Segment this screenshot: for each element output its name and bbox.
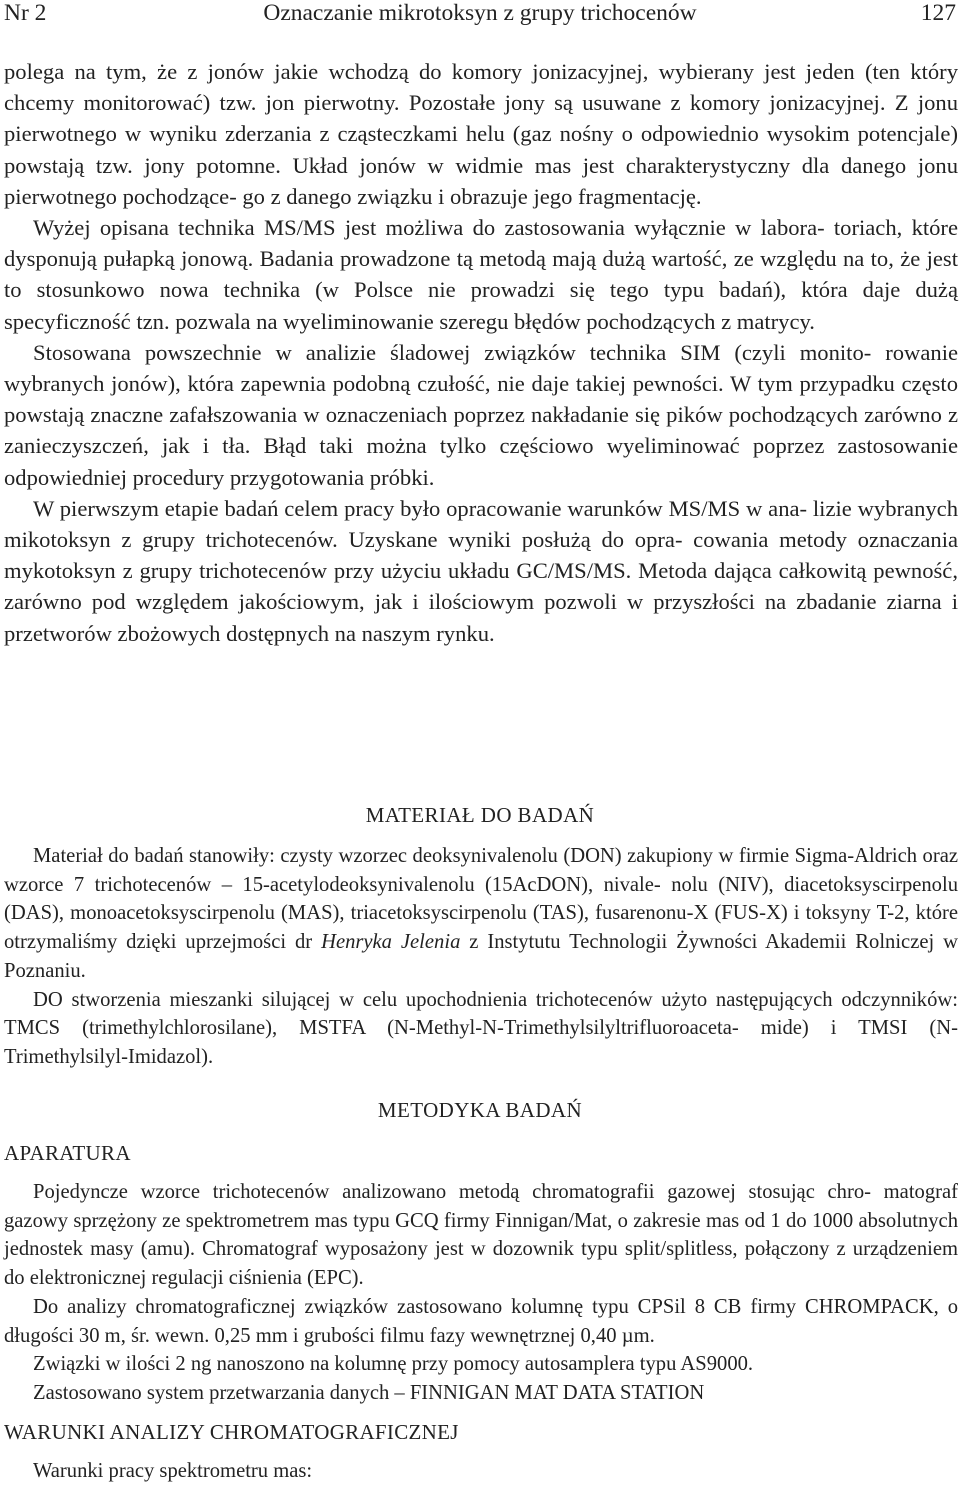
issue-number: Nr 2 xyxy=(4,0,47,26)
apparatus-paragraph-3: Związki w ilości 2 ng nanoszono na kolumnę przy pomocy autosamplera typu AS9000. xyxy=(33,1353,754,1376)
material-paragraph-2: DO stworzenia mieszanki silującej w celu upochodnienia trichotecenów użyto następujących odczynników: TMCS (trimethylchlorosilane), MSTFA (N-Methyl-N-Trimethylsilyltrifluoroaceta- mide) i TMSI (N-Trimethylsilyl-Imidazol). xyxy=(4,988,958,1068)
conditions-subheading: WARUNKI ANALIZY CHROMATOGRAFICZNEJ xyxy=(4,1420,459,1444)
intro-section xyxy=(4,56,958,649)
apparatus-paragraph-1: Pojedyncze wzorce trichotecenów analizowano metodą chromatografii gazowej stosując chro- matograf gazowy sprzężony ze spektrometrem mas typu GCQ firmy Finnigan/Mat, o zakresie mas od 1 do 1000 absolutnych jednostek masy (amu). Chromatograf wyposażony jest w dozownik typu split/splitless, połączony z urządzeniem do elektronicznej regulacji ciśnienia (EPC). xyxy=(4,1181,958,1290)
material-paragraph-1 xyxy=(4,842,958,986)
apparatus-subheading: APARATURA xyxy=(4,1141,131,1165)
intro-paragraph-3: Stosowana powszechnie w analizie śladowej związków technika SIM (czyli monito- rowanie wybranych jonów), która zapewnia podobną czułość, nie daje takiej pewności. W tym przypadku często powstają znaczne zafałszowania w oznaczeniach poprzez nakładanie się pików pochodzących zarówno z zanieczyszczeń, jak i tła. Błąd taki można tylko częściowo wyeliminować poprzez zastosowanie odpowiedniej procedury przygotowania próbki. xyxy=(4,339,958,490)
material-text-before: Materiał do badań stanowiły: czysty wzorzec deoksynivalenolu (DON) zakupiony w firmie Sigma-Aldrich oraz wzorce 7 trichotecenów – 15-acetylodeoksynivalenolu (15AcDON), nivale- nolu (NIV), diacetoksyscirpenolu (DAS), monoacetoksyscirpenolu (MAS), triacetoksyscirpenolu (TAS), fusarenonu-X (FUS-X) i toksyny T-2, które otrzymaliśmy dzięki uprzejmości dr xyxy=(4,845,958,954)
intro-paragraph-1: polega na tym, że z jonów jakie wchodzą do komory jonizacyjnej, wybierany jest jeden (ten który chcemy monitorować) tzw. jon pierwotny. Pozostałe jony są usuwane z komory jonizacyjnej. Z jonu pierwotnego w wyniku zderzania z cząsteczkami helu (gaz nośny o odpowiednio wysokim potencjale) powstają tzw. jony potomne. Układ jonów w widmie mas jest charakterystyczny dla danego jonu pierwotnego pochodzące- go z danego związku i obrazuje jego fragmentację. xyxy=(4,59,958,209)
material-heading: MATERIAŁ DO BADAŃ xyxy=(365,803,595,827)
conditions-paragraph-1: Warunki pracy spektrometru mas: xyxy=(33,1460,313,1482)
conditions-section xyxy=(4,1457,958,1486)
material-person-name: Henryka Jelenia xyxy=(321,931,461,954)
apparatus-paragraph-4: Zastosowano system przetwarzania danych – FINNIGAN MAT DATA STATION xyxy=(33,1381,705,1404)
intro-paragraph-2: Wyżej opisana technika MS/MS jest możliwa do zastosowania wyłącznie w labora- toriach, które dysponują pułapką jonową. Badania prowadzone tą metodą mają dużą wartość, ze względu na to, że jest to stosunkowo nowa technika (w Polsce nie prowadzi się tego typu badań), która daje dużą specyficzność tzn. pozwala na wyeliminowanie szeregu błędów pochodzących z matrycy. xyxy=(4,215,958,334)
apparatus-section xyxy=(4,1178,958,1408)
apparatus-paragraph-2: Do analizy chromatograficznej związków zastosowano kolumnę typu CPSil 8 CB firmy CHROMPACK, o długości 30 m, śr. wewn. 0,25 mm i grubości filmu fazy wewnętrznej 0,40 µm. xyxy=(4,1295,958,1347)
material-text-after: z Instytutu Technologii Żywności Akademii Rolniczej w Poznaniu. xyxy=(4,931,958,982)
methods-heading: METODYKA BADAŃ xyxy=(377,1098,583,1122)
page-number: 127 xyxy=(920,0,956,26)
material-section xyxy=(4,842,958,1072)
intro-paragraph-4: W pierwszym etapie badań celem pracy było opracowanie warunków MS/MS w ana- lizie wybranych mikotoksyn z grupy trichotecenów. Uzyskane wyniki posłużą do opra- cowania metody oznaczania mykotoksyn z grupy trichotecenów przy użyciu układu GC/MS/MS. Metoda dająca całkowitą pewność, zarówno pod względem jakościowym, jak i ilościowym pozwoli w przyszłości na zbadanie ziarna i przetworów zbożowych dostępnych na naszym rynku. xyxy=(4,495,958,646)
running-header xyxy=(4,0,956,28)
header-title: Oznaczanie mikrotoksyn z grupy trichocenów xyxy=(263,0,697,26)
